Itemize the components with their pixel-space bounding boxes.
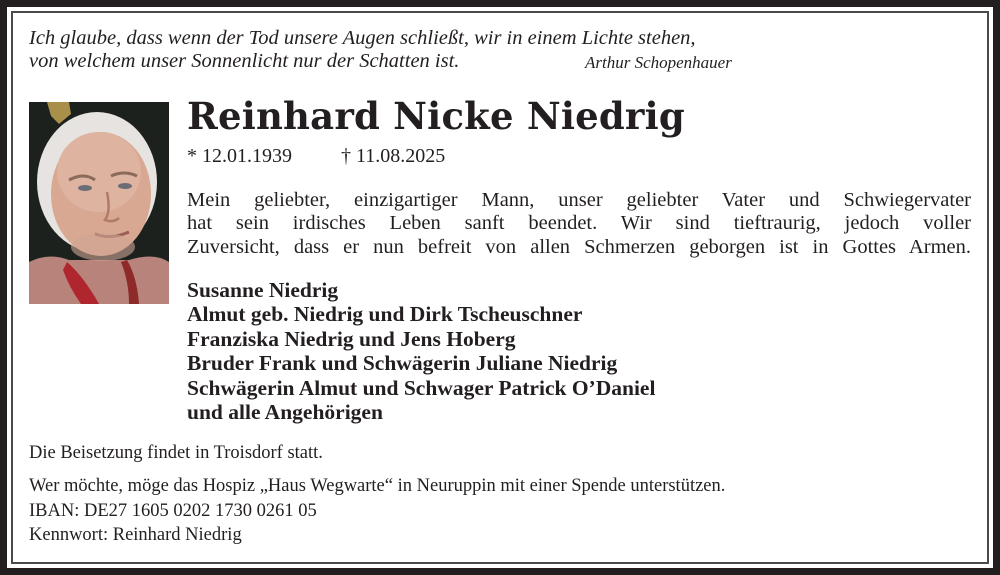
mourner: Susanne Niedrig	[187, 278, 339, 302]
portrait-photo	[29, 102, 169, 304]
quote-author: Arthur Schopenhauer	[585, 53, 732, 72]
quote-line-1: Ich glaube, dass wenn der Tod unsere Augen schließt, wir in einem Lichte stehen,	[29, 27, 696, 49]
mourners-list	[187, 278, 655, 424]
mourner: Schwägerin Almut und Schwager Patrick O’Daniel	[187, 375, 656, 400]
mourner: Franziska Niedrig und Jens Hoberg	[187, 326, 516, 351]
footer-notes	[29, 442, 725, 548]
mourner: Almut geb. Niedrig und Dirk Tscheuschner	[187, 302, 583, 327]
life-dates	[187, 145, 445, 168]
donation-keyword: Kennwort: Reinhard Niedrig	[29, 525, 242, 545]
iban: IBAN: DE27 1605 0202 1730 0261 05	[29, 500, 317, 521]
message-line-1: Mein geliebter, einzigartiger Mann, unser geliebter Vater und Schwiegervater	[187, 189, 971, 211]
burial-note: Die Beisetzung findet in Troisdorf statt.	[29, 443, 323, 463]
mourner: und alle Angehörigen	[187, 400, 383, 425]
birth-date: * 12.01.1939	[187, 145, 292, 167]
mourner: Bruder Frank und Schwägerin Juliane Niedrig	[187, 351, 618, 376]
donation-note: Wer möchte, möge das Hospiz „Haus Wegwarte“ in Neuruppin mit einer Spende unterstützen.	[29, 476, 726, 496]
message-line-3: Zuversicht, dass er nun befreit von allen Schmerzen geborgen ist in Gottes Armen.	[187, 235, 971, 258]
deceased-name: Reinhard Nicke Niedrig	[187, 94, 685, 138]
mourning-message	[187, 189, 971, 259]
message-line-2: hat sein irdisches Leben sanft beendet. Wir sind tieftraurig, jedoch voller	[187, 212, 971, 235]
death-date: † 11.08.2025	[341, 145, 446, 167]
quote-line-2: von welchem unser Sonnenlicht nur der Schatten ist.	[29, 50, 460, 72]
